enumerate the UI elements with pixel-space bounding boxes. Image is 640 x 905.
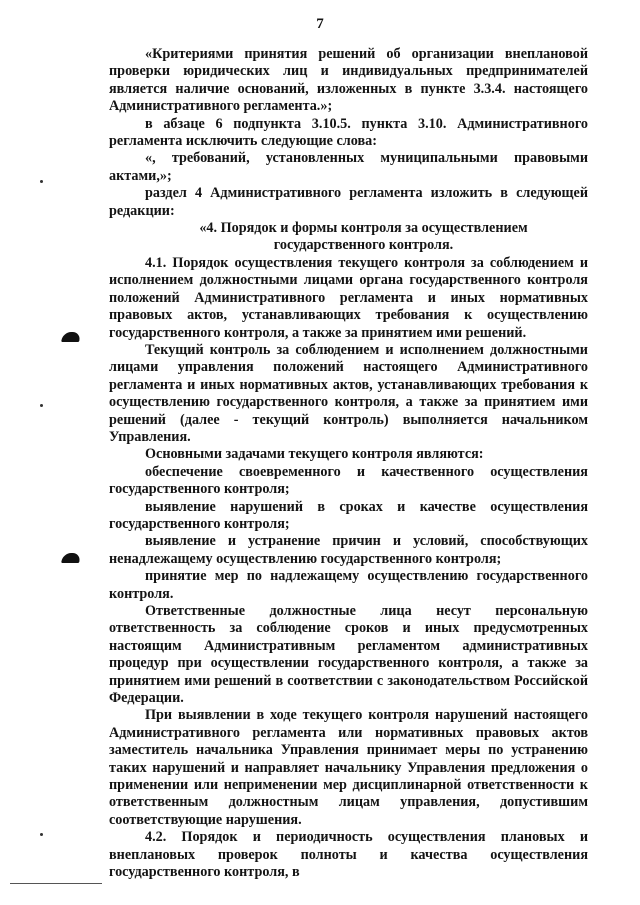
- paragraph: выявление и устранение причин и условий, способствующих ненадлежащему осуществлению государственного контроля;: [109, 533, 588, 567]
- scan-speck: [40, 180, 43, 183]
- paragraph: При выявлении в ходе текущего контроля нарушений настоящего Административного регламента или нормативных правовых актов заместитель начальника Управления принимает меры по устранению таких нарушений и направляет начальнику Управления предложения о применении или неприменении мер дисциплинарной ответственности к ответственным должностным лицам управления, допустившим соответствующие нарушения.: [109, 707, 588, 828]
- paragraph: выявление нарушений в сроках и качестве осуществления государственного контроля;: [109, 498, 588, 532]
- binder-hole-mark: [61, 553, 81, 563]
- paragraph: в абзаце 6 подпункта 3.10.5. пункта 3.10. Административного регламента исключить следующие слова:: [109, 115, 588, 150]
- paragraph: 4.2. Порядок и периодичность осуществления плановых и внеплановых проверок полноты и качества осуществления государственного контроля, в: [109, 829, 588, 881]
- section-heading: «4. Порядок и формы контроля за осуществлением государственного контроля.: [199, 220, 528, 254]
- page-number: 7: [316, 16, 324, 32]
- footer-rule: [10, 883, 102, 884]
- paragraph: раздел 4 Административного регламента изложить в следующей редакции:: [109, 185, 588, 219]
- paragraph: Основными задачами текущего контроля являются:: [145, 446, 484, 463]
- paragraph: обеспечение своевременного и качественного осуществления государственного контроля;: [109, 463, 588, 498]
- paragraph: 4.1. Порядок осуществления текущего контроля за соблюдением и исполнением должностными лицами органа государственного контроля положений Административного регламента и иных нормативных правовых актов, устанавливающих требования к осуществлению государственного контроля, а также за принятием ими решений.: [109, 254, 588, 341]
- paragraph: Текущий контроль за соблюдением и исполнением должностными лицами управления положений настоящего Административного регламента и иных нормативных актов, устанавливающих требования к осуществлению государственного контроля, а также за принятием ими решений (далее - текущий контроль) выполняется начальником Управления.: [109, 341, 588, 445]
- paragraph: «, требований, установленных муниципальными правовыми актами,»;: [109, 150, 588, 184]
- scan-speck: [40, 833, 43, 836]
- paragraph: «Критериями принятия решений об организации внеплановой проверки юридических лиц и индивидуальных предпринимателей является наличие оснований, изложенных в пункте 3.3.4. настоящего Административного регламента.»;: [109, 46, 588, 115]
- scan-speck: [40, 404, 43, 407]
- binder-hole-mark: [61, 332, 81, 342]
- paragraph: принятие мер по надлежащему осуществлению государственного контроля.: [109, 568, 588, 602]
- paragraph: Ответственные должностные лица несут персональную ответственность за соблюдение сроков и иных предусмотренных настоящим Административным регламентом административных процедур при осуществлении государственного контроля, а также за принятием ими решений в соответствии с законодательством Российской Федерации.: [109, 603, 588, 707]
- document-body: [109, 46, 588, 882]
